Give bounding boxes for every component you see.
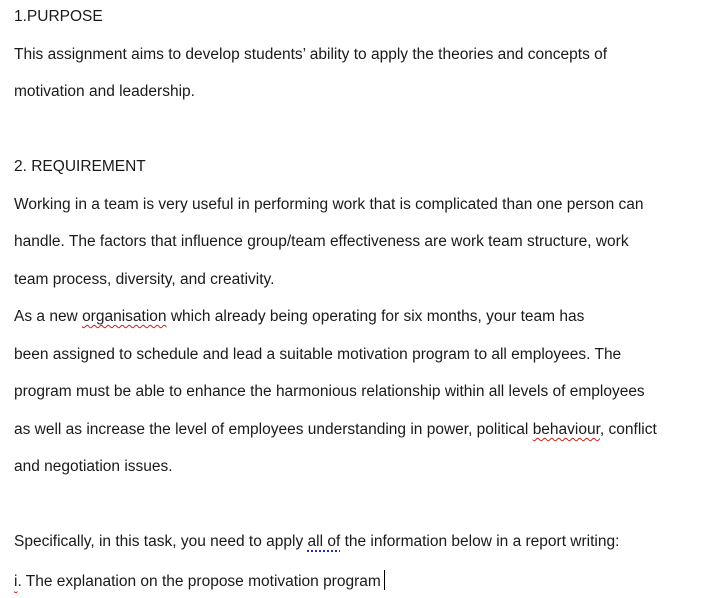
spelling-flag-behaviour[interactable]: behaviour <box>532 421 600 438</box>
spelling-flag-organisation[interactable]: organisation <box>82 308 167 325</box>
text-cursor <box>384 570 385 590</box>
requirement-heading: 2. REQUIREMENT <box>14 158 146 175</box>
specifically-paragraph-line: Specifically, in this task, you need to apply all of the information below in a report writing: <box>14 533 620 550</box>
spelling-flag-i[interactable]: i <box>14 573 18 590</box>
purpose-paragraph-line: This assignment aims to develop students’ ability to apply the theories and concepts of <box>14 46 608 63</box>
purpose-paragraph-line: motivation and leadership. <box>14 83 195 100</box>
requirement-paragraph-line: and negotiation issues. <box>14 458 173 475</box>
list-item-line: i. The explanation on the propose motivation program <box>14 570 385 592</box>
requirement-paragraph-line: Working in a team is very useful in performing work that is complicated than one person can <box>14 196 644 213</box>
requirement-paragraph-line: team process, diversity, and creativity. <box>14 271 275 288</box>
requirement-paragraph-line: as well as increase the level of employees understanding in power, political behaviour, conflict <box>14 421 657 438</box>
requirement-paragraph-line: As a new organisation which already being operating for six months, your team has <box>14 308 585 325</box>
requirement-paragraph-line: handle. The factors that influence group/team effectiveness are work team structure, work <box>14 233 629 250</box>
grammar-flag-all-of[interactable]: all of <box>307 533 341 550</box>
purpose-heading: 1.PURPOSE <box>14 8 103 25</box>
requirement-paragraph-line: program must be able to enhance the harmonious relationship within all levels of employees <box>14 383 645 400</box>
requirement-paragraph-line: been assigned to schedule and lead a suitable motivation program to all employees. The <box>14 346 622 363</box>
